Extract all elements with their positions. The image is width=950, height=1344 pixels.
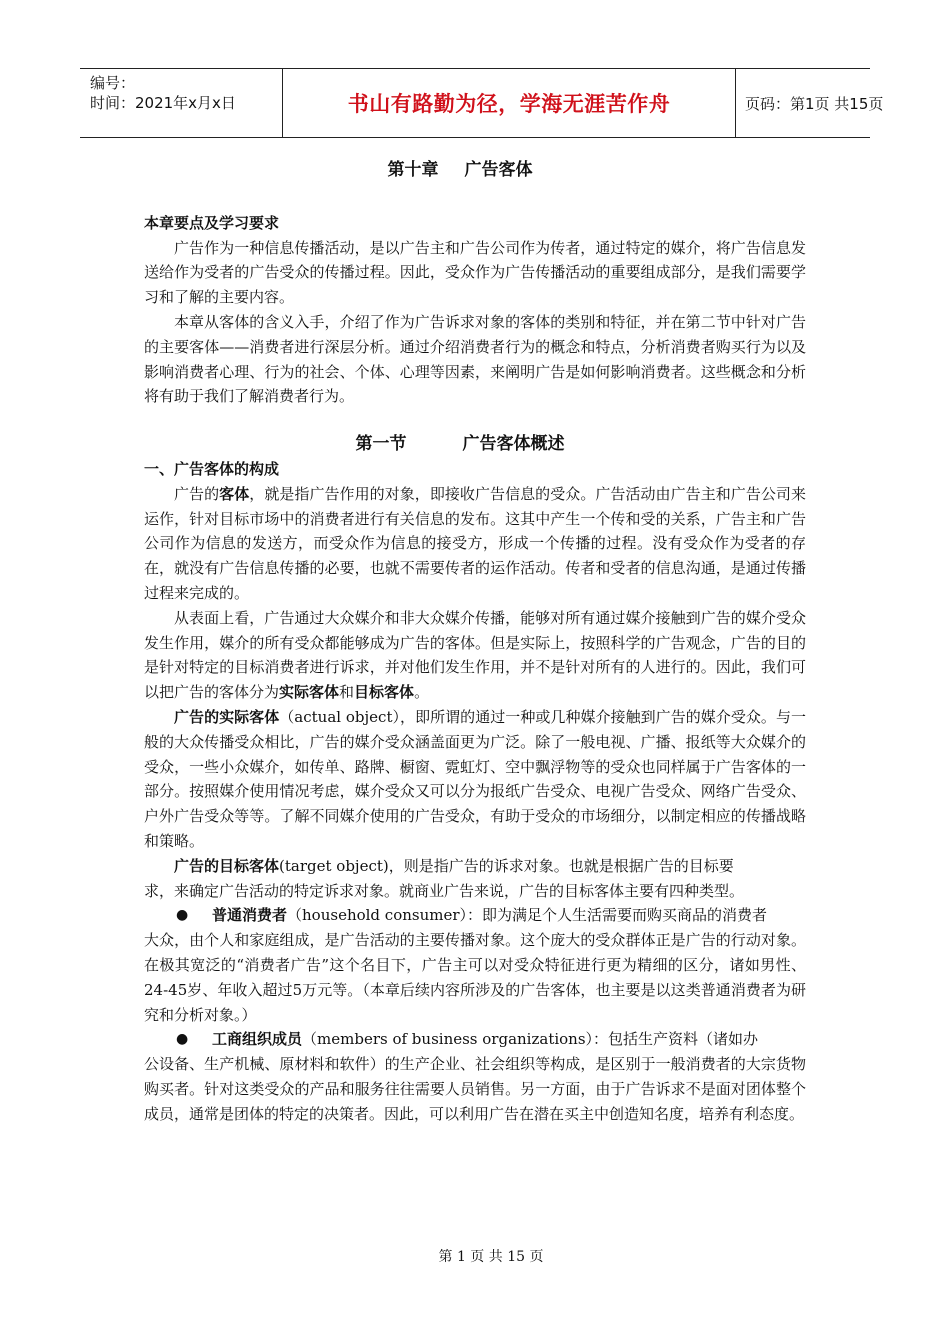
term-actual-object: 实际客体: [279, 683, 340, 702]
text-run: 从表面上看，广告通过大众媒介和非大众媒介传播，能够对所有通过媒介接触到广告的媒介受众发生作用，媒介的所有受众都能够成为广告的客体。但是实际上，按照科学的广告观念，广告的目的是针对特定的目标消费者进行诉求，并对他们发生作用，并不是针对所有的人进行的。因此，我们可以把广告的客体分为: [144, 608, 806, 702]
page-header: [80, 68, 884, 138]
subsection-heading: 一、广告客体的构成: [144, 459, 280, 478]
header-page-info: 页码：第1页 共15页: [745, 94, 884, 113]
text-run: 。: [414, 683, 430, 702]
chapter-name: 广告客体: [464, 160, 533, 180]
header-motto-cell: [282, 69, 736, 137]
bullet-text: [212, 903, 806, 928]
bullet-text: [212, 1027, 806, 1052]
text-run: （household consumer）：即为满足个人生活需要而购买商品的消费者: [287, 906, 768, 925]
text-run: ，就是指广告作用的对象，即接收广告信息的受众。广告活动由广告主和广告公司来运作，针对目标市场中的消费者进行有关信息的发布。这其中产生一个传和受的关系，广告主和广告公司作为信息的发送方，而受众作为信息的接受方，形成一个传播的过程。没有受众作为受者的存在，就没有广告信息传播的必要，也就不需要传者的运作活动。传者和受者的信息沟通，是通过传播过程来完成的。: [144, 484, 806, 602]
text-run: 广告的: [174, 484, 220, 503]
bullet-icon: ●: [176, 907, 189, 924]
bullet-icon: ●: [176, 1031, 189, 1048]
footer-page-number: 第 1 页 共 15 页: [438, 1249, 544, 1265]
header-meta: [80, 69, 282, 137]
term-business-members: 工商组织成员: [212, 1030, 303, 1049]
document-number-label: 编号：: [90, 74, 136, 92]
body-paragraph-2: [144, 606, 806, 705]
text-run: 和: [339, 683, 355, 702]
chapter-title: [144, 158, 806, 183]
header-motto: 书山有路勤为径，学海无涯苦作舟: [347, 92, 671, 116]
text-run: （actual object），即所谓的通过一种或几种媒介接触到广告的媒介受众。与一般的大众传播受众相比，广告的媒介受众涵盖面更为广泛。除了一般电视、广播、报纸等大众媒介的受众，一些小众媒介，如传单、路牌、橱窗、霓虹灯、空中飘浮物等的受众也同样属于广告客体的一部分。按照媒介使用情况考虑，媒介受众又可以分为报纸广告受众、电视广告受众、网络广告受众、户外广告受众等等。了解不同媒介使用的广告受众，有助于受众的市场细分，以制定相应的传播战略和策略。: [144, 707, 806, 850]
body-paragraph-1: [144, 482, 806, 606]
document-body: [144, 150, 806, 1126]
body-paragraph-4-continued: 求，来确定广告活动的特定诉求对象。就商业广告来说，广告的目标客体主要有四种类型。: [144, 881, 745, 900]
term-target-object: 目标客体: [354, 683, 415, 702]
section-name: 广告客体概述: [462, 434, 565, 455]
term-household-consumer: 普通消费者: [212, 906, 288, 925]
intro-paragraph-2: 本章从客体的含义入手，介绍了作为广告诉求对象的客体的类别和特征，并在第二节中针对广告的主要客体——消费者进行深层分析。通过介绍消费者行为的概念和特点，分析消费者购买行为以及影响消费者心理、行为的社会、个体、心理等因素，来阐明广告是如何影响消费者。这些概念和分析将有助于我们了解消费者行为。: [144, 312, 806, 406]
body-paragraph-3: [144, 705, 806, 854]
page-footer: [0, 1246, 950, 1266]
text-run: (target object)，则是指广告的诉求对象。也就是根据广告的目标要: [279, 856, 734, 875]
document-time-label: 时间：2021年x月x日: [90, 94, 236, 112]
section-title: [144, 432, 806, 457]
intro-heading: 本章要点及学习要求: [144, 213, 280, 232]
chapter-number: 第十章: [387, 160, 439, 180]
term-object: 客体: [219, 484, 250, 503]
term-target-object-heading: 广告的目标客体: [174, 856, 280, 875]
text-run: （members of business organizations）：包括生产资料（诸如办: [302, 1030, 759, 1049]
body-paragraph-4: [144, 854, 806, 879]
bullet-2-continued: 公设备、生产机械、原材料和软件）的生产企业、社会组织等构成，是区别于一般消费者的大宗货物购买者。针对这类受众的产品和服务往往需要人员销售。另一方面，由于广告诉求不是面对团体整个成员，通常是团体的特定的决策者。因此，可以利用广告在潜在买主中创造知名度，培养有利态度。: [144, 1055, 806, 1123]
bullet-1-continued: 大众，由个人和家庭组成，是广告活动的主要传播对象。这个庞大的受众群体正是广告的行动对象。在极其宽泛的“消费者广告”这个名目下，广告主可以对受众特征进行更为精细的区分，诸如男性、24-45岁、年收入超过5万元等。（本章后续内容所涉及的广告客体，也主要是以这类普通消费者为研究和分析对象。）: [144, 931, 806, 1024]
section-number: 第一节: [355, 434, 407, 455]
bullet-item-business-members: [144, 1027, 806, 1052]
intro-paragraph-1: 广告作为一种信息传播活动，是以广告主和广告公司作为传者，通过特定的媒介，将广告信息发送给作为受者的广告受众的传播过程。因此，受众作为广告传播活动的重要组成部分，是我们需要学习和了解的主要内容。: [144, 238, 806, 307]
bullet-item-household-consumer: [144, 903, 806, 928]
term-actual-object-heading: 广告的实际客体: [174, 707, 280, 726]
